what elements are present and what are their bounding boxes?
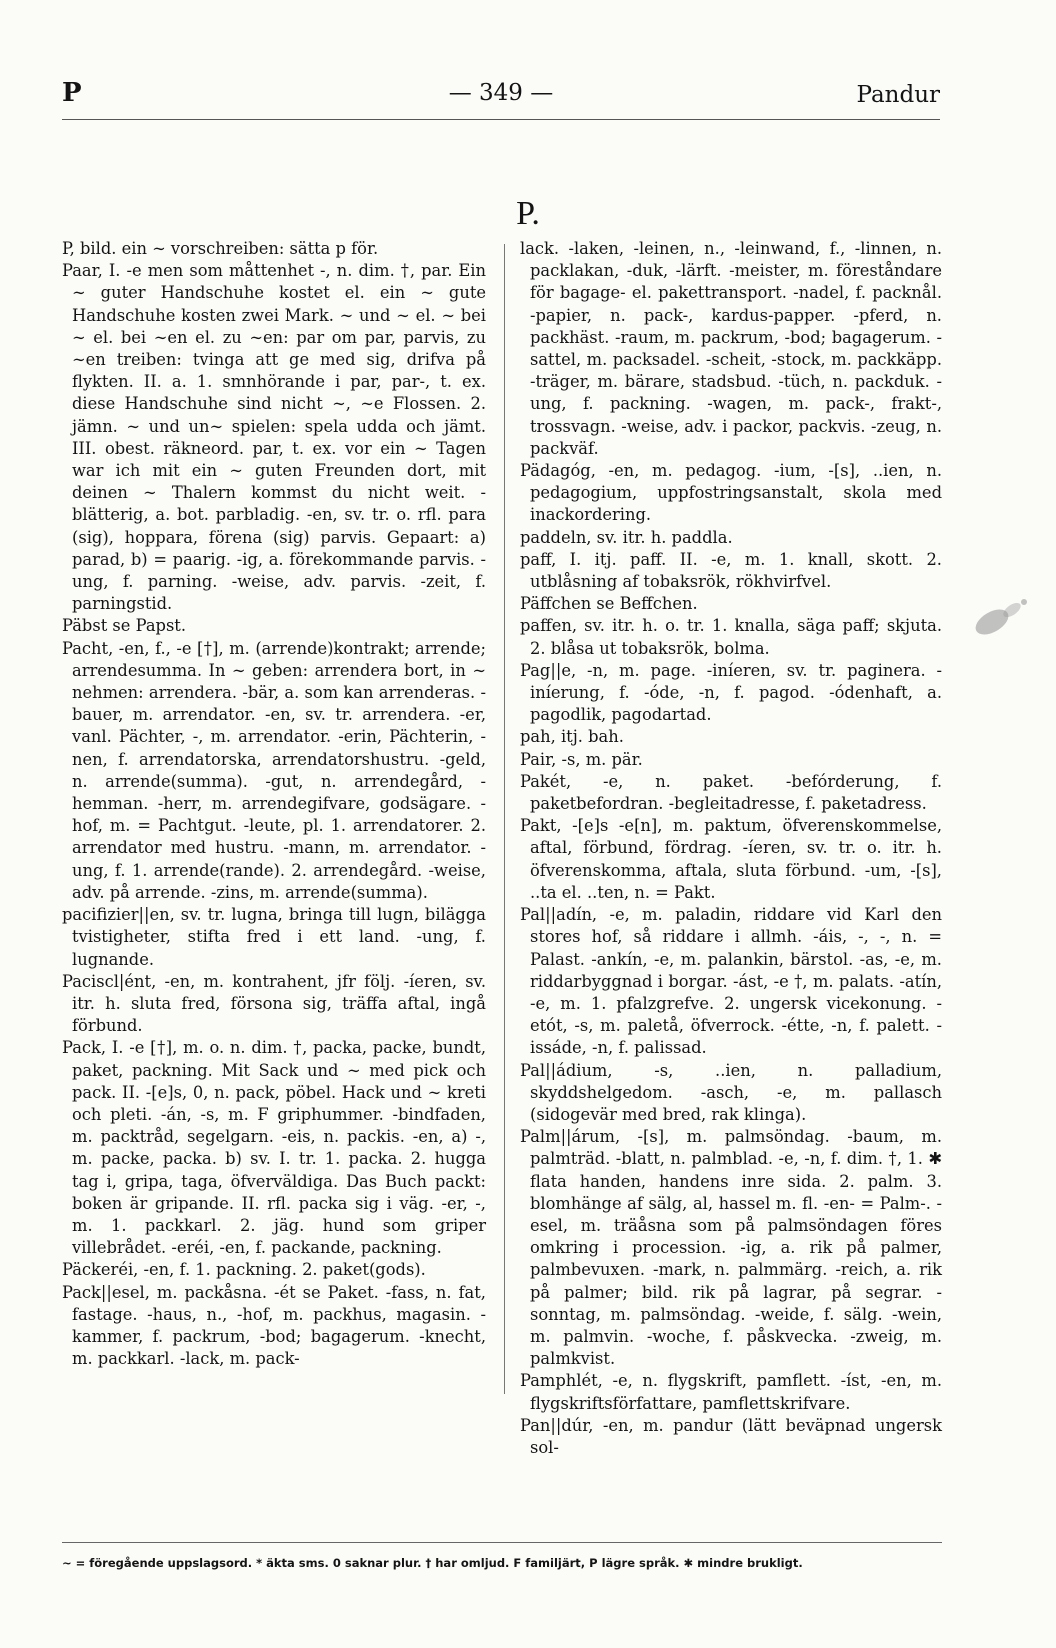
entry-pabst: Päbst se Papst. <box>62 616 187 636</box>
page-number: — 349 — <box>448 80 554 106</box>
entry-paffchen: Päffchen se Beffchen. <box>520 594 698 614</box>
header-letter: P <box>62 78 82 108</box>
entry-pacht: Pacht, -en, f., -e [†], m. (arrende)kontrakt; arrende; arrendesumma. In ∼ geben: arrendera bort, in ∼ nehmen: arrendera. -bär, a. som kan arrenderas. -bauer, m. arrendator. -en, sv. tr. arrendera. -er, vanl. Pächter, -, m. arrendator. -erin, Pächterin, -nen, f. arrendatorska, arrendatorshustru. -geld, n. arrende(summa). -gut, n. arrendegård, -hemman. -herr, m. arrendegifvare, godsägare. -hof, m. = Pachtgut. -leute, pl. 1. arrendatorer. 2. arrendator med hustru. -mann, m. arrendator. -ung, f. 1. arrende(rande). 2. arrendegård. -weise, adv. på arrende. -zins, m. arrende(summa). <box>62 638 486 902</box>
entry-pamphlet: Pamphlét, -e, n. flygskrift, pamflett. -íst, -en, m. flygskriftsförfattare, pamflettskrifvare. <box>520 1371 942 1413</box>
entry-pah: pah, itj. bah. <box>520 727 624 747</box>
section-letter: P. <box>516 195 540 232</box>
entry-pakt: Pakt, -[e]s -e[n], m. paktum, öfverenskommelse, aftal, förbund, fördrag. -íeren, sv. tr. o. itr. h. öfverenskomma, aftala, sluta förbund. -um, -[s], ..ta el. ..ten, n. = Pakt. <box>520 816 942 902</box>
footer-rule <box>62 1542 942 1543</box>
entry-paddeln: paddeln, sv. itr. h. paddla. <box>520 527 733 547</box>
entry-paket: Pakét, -e, n. paket. -befórderung, f. paketbefordran. -begleitadresse, f. paketadress. <box>520 771 942 814</box>
column-divider <box>504 244 505 1394</box>
entry-paladin: Pal||adín, -e, m. paladin, riddare vid Karl den stores hof, så riddare i allmh. -áis, -, -, n. = Palast. -ankín, -e, m. palankin, bärstol. -as, -e, m. riddarbyggnad i borgar. -ást, -e †, m. palats. -atín, -e, m. 1. pfalzgrefve. 2. ungersk vicekonung. -etót, -s, m. paletå, öfverrock. -étte, -n, f. palett. -issáde, -n, f. palissad. <box>520 905 942 1058</box>
entry-padagog: Pädagóg, -en, m. pedagog. -ium, -[s], ..ien, n. pedagogium, uppfostringsanstalt, skola med inackordering. <box>520 461 942 525</box>
entry-pack: Pack, I. -e [†], m. o. n. dim. †, packa, packe, bundt, paket, packning. Mit Sack und ∼ med pick och pack. II. -[e]s, 0, n. pack, pöbel. Hack und ∼ kreti och pleti. -án, -s, m. F griphummer. -bindfaden, m. packtråd, segelgarn. -eis, n. packis. -en, a) -, m. packe, packa. b) sv. I. tr. 1. packa. 2. hugga tag i, gripa, taga, öfverväldiga. Das Buch packt: boken är gripande. II. rfl. packa sig i väg. -er, -, m. 1. packkarl. 2. jäg. hund som griper villebrådet. -eréi, -en, f. packande, packning. <box>62 1038 486 1258</box>
header-guide-word: Pandur <box>856 82 940 108</box>
entry-pandur: Pan||dúr, -en, m. pandur (lätt beväpnad ungersk sol- <box>520 1415 942 1457</box>
entry-packlack-cont: lack. -laken, -leinen, n., -leinwand, f., -linnen, n. packlakan, -duk, -lärft. -meister, m. föreståndare för bagage- el. pakettransport. -nadel, f. packnål. -papier, n. pack-, kardus-papper. -pferd, n. packhäst. -raum, m. packrum, -bod; bagagerum. -sattel, m. packsadel. -scheit, -stock, m. packkäpp. -träger, m. bärare, stadsbud. -tüch, n. packduk. -ung, f. packning. -wagen, m. pack-, frakt-, trossvagn. -weise, adv. i packor, packvis. -zeug, n. packväf. <box>520 239 942 458</box>
entry-palladium: Pal||ádium, -s, ..ien, n. palladium, skyddshelgedom. -asch, -e, m. pallasch (sidogevär med bred, rak klinga). <box>520 1060 942 1124</box>
ink-smudge <box>962 590 1042 650</box>
right-column <box>520 238 942 1457</box>
page-header <box>62 78 940 118</box>
entry-page: Pag||e, -n, m. page. -iníeren, sv. tr. paginera. -iníerung, f. -óde, -n, f. pagod. -ódenhaft, a. pagodlik, pagodartad. <box>520 660 942 725</box>
entry-paciscent: Paciscl|ént, -en, m. kontrahent, jfr följ. -íeren, sv. itr. h. sluta fred, försona sig, träffa aftal, ingå förbund. <box>62 971 486 1036</box>
entry-p: P, bild. ein ∼ vorschreiben: sätta p för. <box>62 239 379 258</box>
entry-pacifizieren: pacifizier||en, sv. tr. lugna, bringa till lugn, bilägga tvistigheter, stifta fred i ett land. -ung, f. lugnande. <box>62 905 486 969</box>
abbreviation-legend: ∼ = föregående uppslagsord. * äkta sms. 0 saknar plur. † har omljud. F familjärt, P lägre språk. ✱ mindre brukligt. <box>62 1556 803 1570</box>
header-rule <box>62 119 940 120</box>
entry-paffen: paffen, sv. itr. h. o. tr. 1. knalla, säga paff; skjuta. 2. blåsa ut tobaksrök, bolma. <box>520 616 942 658</box>
entry-paff: paff, I. itj. paff. II. -e, m. 1. knall, skott. 2. utblåsning af tobaksrök, rökhvirfvel. <box>520 549 942 592</box>
entry-paar: Paar, I. -e men som måttenhet -, n. dim. †, par. Ein ∼ guter Handschuhe kostet el. ein ∼ gute Handschuhe kosten zwei Mark. ∼ und ∼ el. ∼ bei ∼ el. bei ∼en el. zu ∼en: par om par, parvis, zu ∼en treiben: tvinga att ge med sig, drifva på flykten. II. a. 1. smnhörande i par, par-, t. ex. diese Handschuhe sind nicht ∼, ∼e Flossen. 2. jämn. ∼ und un∼ spielen: spela udda och jämt. III. obest. räkneord. par, t. ex. vor ein ∼ Tagen war ich mit ein ∼ guten Freunden dort, mit deinen ∼ Thalern kommst du nicht weit. -blätterig, a. bot. parbladig. -en, sv. tr. o. rfl. para (sig), hoppara, förena (sig) parvis. Gepaart: a) parad, b) = paarig. -ig, a. förekommande parvis. -ung, f. parning. -weise, adv. parvis. -zeit, f. parningstid. <box>62 261 486 614</box>
entry-packerei: Päckeréi, -en, f. 1. packning. 2. paket(gods). <box>62 1260 426 1280</box>
entry-packesel: Pack||esel, m. packåsna. -ét se Paket. -fass, n. fat, fastage. -haus, n., -hof, m. packhus, magasin. -kammer, f. packrum, -bod; bagagerum. -knecht, m. packkarl. -lack, m. pack- <box>62 1282 486 1369</box>
entry-pair: Pair, -s, m. pär. <box>520 749 643 769</box>
entry-palmarum: Palm||árum, -[s], m. palmsöndag. -baum, m. palmträd. -blatt, n. palmblad. -e, -n, f. dim. †, 1. ✱ flata handen, handens inre sida. 2. palm. 3. blomhänge af sälg, al, hassel m. fl. -en- = Palm-. -esel, m. träåsna som på palmsöndagen föres omkring i procession. -ig, a. rik på palmer, palmbevuxen. -mark, n. palmmärg. -reich, a. rik på palmer; bild. rik på lagrar, på segrar. -sonntag, m. palmsöndag. -weide, f. sälg. -wein, m. palmvin. -woche, f. påskvecka. -zweig, m. palmkvist. <box>520 1127 942 1369</box>
left-column <box>62 238 486 1398</box>
